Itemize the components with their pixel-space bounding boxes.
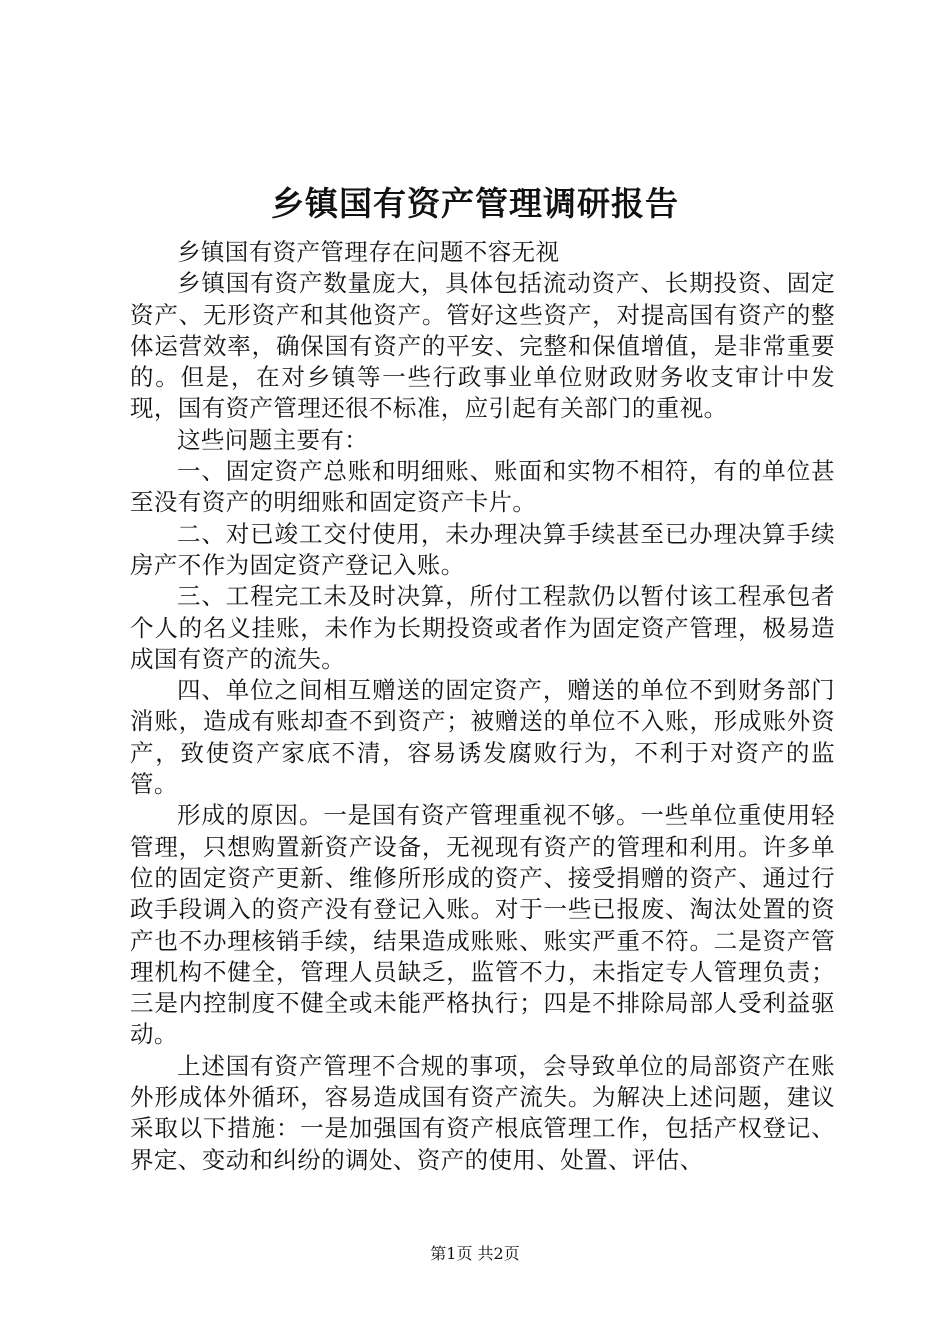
page-number: 第1页 共2页: [430, 1244, 520, 1263]
paragraph-causes: 形成的原因。一是国有资产管理重视不够。一些单位重使用轻管理，只想购置新资产设备，无视现有资产的管理和利用。许多单位的固定资产更新、维修所形成的资产、接受捐赠的资产、通过行政手段调入的资产没有登记入账。对于一些已报废、淘汰处置的资产也不办理核销手续，结果造成账账、账实严重不符。二是资产管理机构不健全，管理人员缺乏，监管不力，未指定专人管理负责；三是内控制度不健全或未能严格执行；四是不排除局部人受利益驱动。: [130, 801, 835, 1049]
paragraph-problem-4: 四、单位之间相互赠送的固定资产，赠送的单位不到财务部门消账，造成有账却查不到资产；被赠送的单位不入账，形成账外资产，致使资产家底不清，容易诱发腐败行为，不利于对资产的监管。: [130, 676, 835, 799]
paragraph-measures: 上述国有资产管理不合规的事项，会导致单位的局部资产在账外形成体外循环，容易造成国有资产流失。为解决上述问题，建议采取以下措施：一是加强国有资产根底管理工作，包括产权登记、界定、变动和纠纷的调处、资产的使用、处置、评估、: [130, 1051, 835, 1174]
paragraph-problem-2: 二、对已竣工交付使用，未办理决算手续甚至已办理决算手续房产不作为固定资产登记入账。: [130, 519, 835, 579]
paragraph-overview: 乡镇国有资产数量庞大，具体包括流动资产、长期投资、固定资产、无形资产和其他资产。管好这些资产，对提高国有资产的整体运营效率，确保国有资产的平安、完整和保值增值，是非常重要的。但是，在对乡镇等一些行政事业单位财政财务收支审计中发现，国有资产管理还很不标准，应引起有关部门的重视。: [130, 269, 835, 423]
paragraph-problems-intro: 这些问题主要有：: [177, 425, 369, 454]
paragraph-problem-1: 一、固定资产总账和明细账、账面和实物不相符，有的单位甚至没有资产的明细账和固定资产卡片。: [130, 457, 835, 517]
document-body: [130, 237, 835, 1176]
document-title: 乡镇国有资产管理调研报告: [271, 184, 679, 223]
paragraph-problem-3: 三、工程完工未及时决算，所付工程款仍以暂付该工程承包者个人的名义挂账，未作为长期投资或者作为固定资产管理，极易造成国有资产的流失。: [130, 582, 835, 673]
paragraph-subtitle: 乡镇国有资产管理存在问题不容无视: [177, 238, 560, 266]
